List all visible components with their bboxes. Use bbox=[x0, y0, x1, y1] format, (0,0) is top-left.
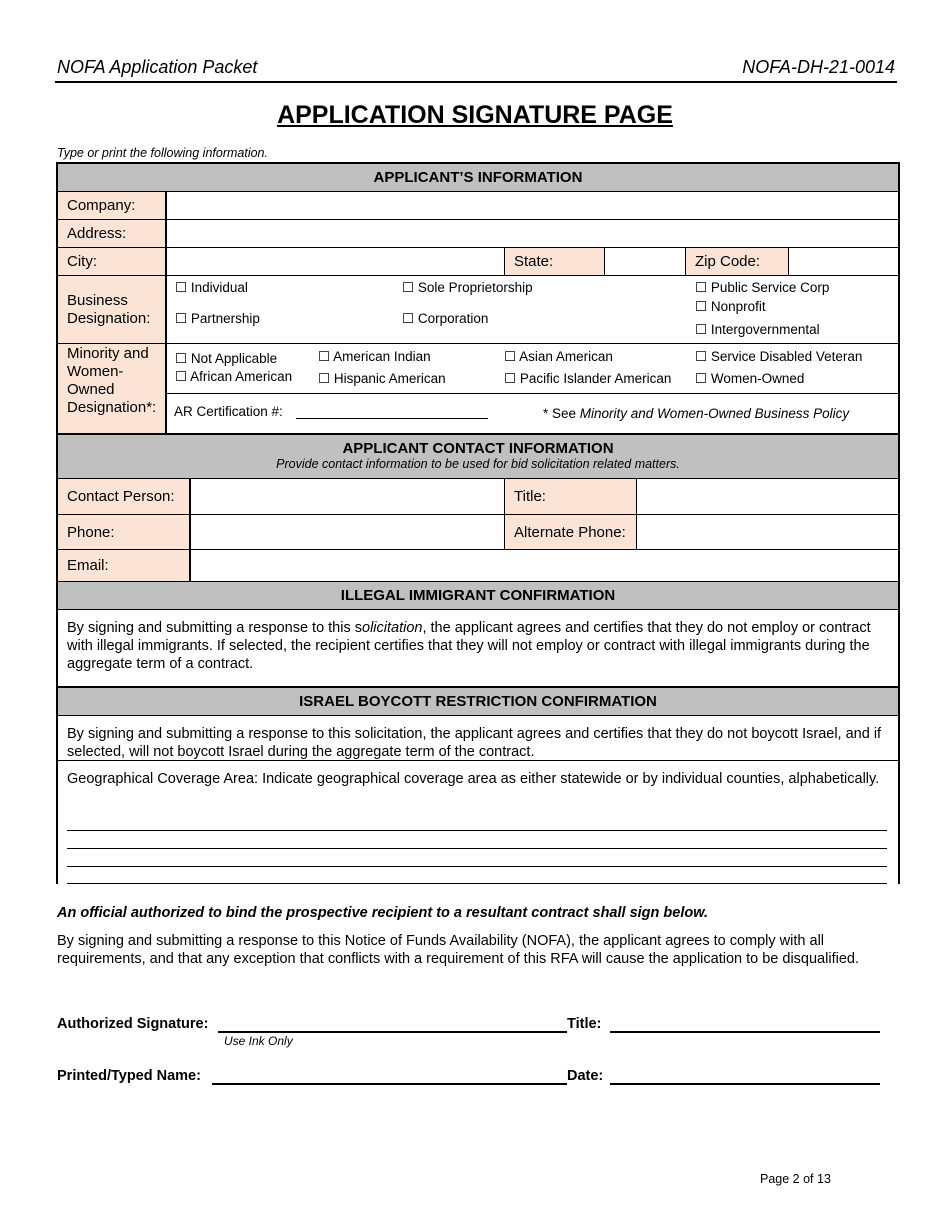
header-rule bbox=[55, 81, 897, 83]
checkbox-individual[interactable]: ☐ Individual bbox=[175, 280, 248, 295]
minority-designation-label: Minority and Women-Owned Designation*: bbox=[58, 344, 166, 434]
checkbox-service-disabled-veteran[interactable]: ☐ Service Disabled Veteran bbox=[695, 349, 863, 364]
email-label: Email: bbox=[58, 550, 190, 582]
contact-info-heading: APPLICANT CONTACT INFORMATION Provide contact information to be used for bid solicitation related matters. bbox=[58, 435, 898, 479]
authorized-signature-field[interactable] bbox=[218, 1031, 567, 1033]
authorized-signature-label: Authorized Signature: bbox=[57, 1016, 209, 1032]
checkbox-nonprofit[interactable]: ☐ Nonprofit bbox=[695, 299, 766, 314]
israel-boycott-heading: ISRAEL BOYCOTT RESTRICTION CONFIRMATION bbox=[58, 688, 898, 716]
illegal-immigrant-heading: ILLEGAL IMMIGRANT CONFIRMATION bbox=[58, 582, 898, 610]
checkbox-corporation[interactable]: ☐ Corporation bbox=[402, 311, 489, 326]
coverage-line-2[interactable] bbox=[67, 848, 887, 849]
illegal-immigrant-text: By signing and submitting a response to this solicitation, the applicant agrees and certifies that they do not employ or contract with illegal immigrants. If selected, the recipient certifies that they will not employ or contract with illegal immigrants during the aggregate term of a contract. bbox=[67, 620, 871, 672]
checkbox-sole-proprietorship[interactable]: ☐ Sole Proprietorship bbox=[402, 280, 533, 295]
checkbox-women-owned[interactable]: ☐ Women-Owned bbox=[695, 371, 805, 386]
application-form bbox=[56, 162, 900, 884]
checkbox-american-indian[interactable]: ☐ American Indian bbox=[318, 349, 431, 364]
checkbox-african-american[interactable]: ☐ African American bbox=[175, 369, 293, 384]
city-label: City: bbox=[58, 248, 166, 276]
printed-name-label: Printed/Typed Name: bbox=[57, 1068, 201, 1084]
date-field[interactable] bbox=[610, 1083, 880, 1085]
israel-boycott-text: By signing and submitting a response to this solicitation, the applicant agrees and certifies that they do not boycott Israel, and if selected, will not boycott Israel during the aggregate term of the contract. bbox=[67, 726, 882, 760]
ar-certification-label: AR Certification #: bbox=[174, 404, 283, 419]
policy-note: * See Minority and Women-Owned Business Policy bbox=[543, 406, 850, 421]
contact-label-column-border bbox=[190, 479, 191, 582]
printed-name-field[interactable] bbox=[212, 1083, 567, 1085]
signature-heading: An official authorized to bind the prospective recipient to a resultant contract shall sign below. bbox=[57, 905, 708, 921]
coverage-line-4[interactable] bbox=[67, 883, 887, 884]
business-row-divider bbox=[166, 343, 900, 344]
alt-phone-label: Alternate Phone: bbox=[504, 515, 637, 550]
minority-row-divider bbox=[166, 393, 900, 394]
address-label: Address: bbox=[58, 220, 166, 248]
page-number: Page 2 of 13 bbox=[760, 1172, 831, 1186]
zip-label: Zip Code: bbox=[686, 248, 789, 276]
coverage-line-3[interactable] bbox=[67, 866, 887, 867]
checkbox-asian-american[interactable]: ☐ Asian American bbox=[504, 349, 613, 364]
company-label: Company: bbox=[58, 192, 166, 220]
signature-title-label: Title: bbox=[567, 1016, 602, 1032]
signature-title-field[interactable] bbox=[610, 1031, 880, 1033]
page-title: APPLICATION SIGNATURE PAGE bbox=[277, 101, 673, 129]
coverage-divider bbox=[58, 760, 900, 761]
contact-title-label: Title: bbox=[504, 479, 637, 515]
company-field[interactable] bbox=[166, 219, 900, 220]
checkbox-not-applicable[interactable]: ☐ Not Applicable bbox=[175, 351, 278, 366]
signature-paragraph: By signing and submitting a response to this Notice of Funds Availability (NOFA), the applicant agrees to comply with all requirements, and that any exception that conflicts with a requirement of this RFA will cause the application to be disqualified. bbox=[57, 933, 859, 967]
coverage-line-1[interactable] bbox=[67, 830, 887, 831]
ar-certification-field[interactable] bbox=[296, 418, 488, 419]
phone-row-divider bbox=[190, 549, 900, 550]
checkbox-partnership[interactable]: ☐ Partnership bbox=[175, 311, 260, 326]
applicant-label-column-border bbox=[166, 192, 167, 434]
ink-note: Use Ink Only bbox=[224, 1034, 293, 1048]
checkbox-pacific-islander-american[interactable]: ☐ Pacific Islander American bbox=[504, 371, 672, 386]
business-designation-label: Business Designation: bbox=[58, 276, 166, 344]
state-label: State: bbox=[504, 248, 605, 276]
checkbox-intergovernmental[interactable]: ☐ Intergovernmental bbox=[695, 322, 820, 337]
header-doc-title: NOFA Application Packet bbox=[57, 57, 258, 77]
instruction-text: Type or print the following information. bbox=[57, 146, 268, 160]
header-doc-number: NOFA-DH-21-0014 bbox=[742, 57, 895, 77]
applicant-info-heading: APPLICANT’S INFORMATION bbox=[58, 164, 898, 192]
date-label: Date: bbox=[567, 1068, 604, 1084]
phone-label: Phone: bbox=[58, 515, 190, 550]
checkbox-hispanic-american[interactable]: ☐ Hispanic American bbox=[318, 371, 446, 386]
contact-person-label: Contact Person: bbox=[58, 479, 190, 515]
coverage-text: Geographical Coverage Area: Indicate geographical coverage area as either statewide or by individual counties, alphabetically. bbox=[67, 771, 880, 787]
checkbox-public-service-corp[interactable]: ☐ Public Service Corp bbox=[695, 280, 830, 295]
city-row-divider bbox=[166, 275, 900, 276]
